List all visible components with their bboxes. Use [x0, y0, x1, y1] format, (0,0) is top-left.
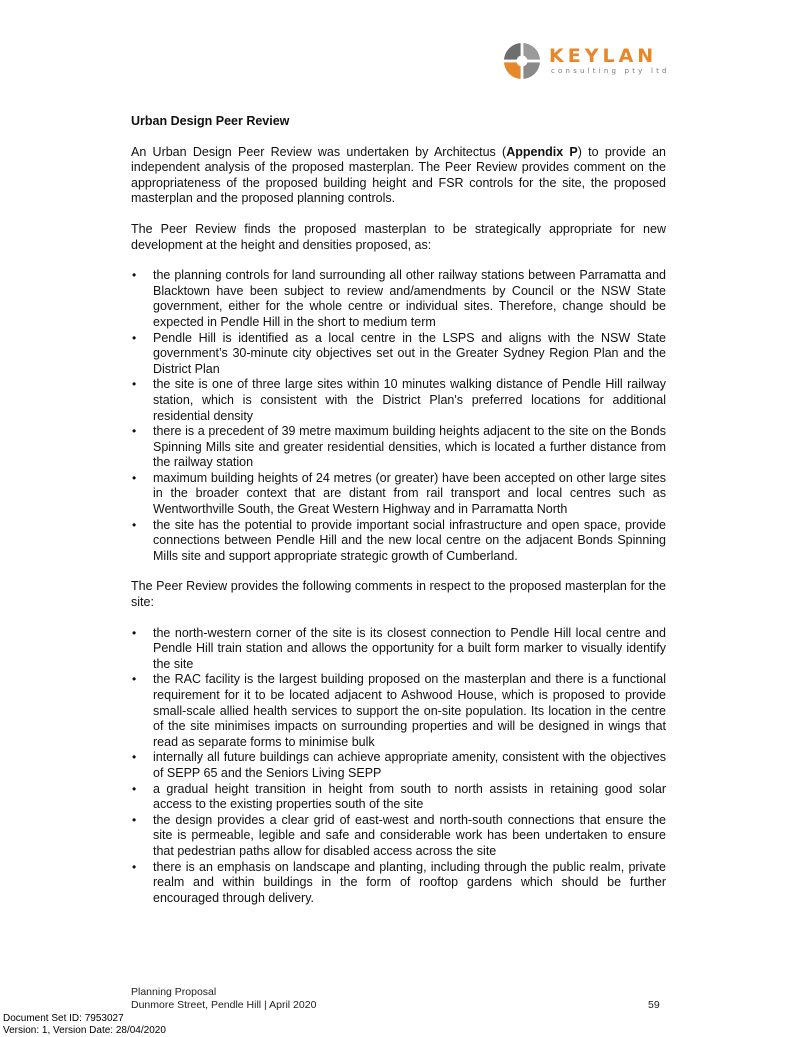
logo-tagline: consulting pty ltd: [551, 67, 670, 75]
findings-list: [131, 268, 666, 564]
footer-location-date: Dunmore Street, Pendle Hill | April 2020: [131, 999, 317, 1011]
logo-name: KEYLAN: [549, 45, 658, 67]
section-heading: Urban Design Peer Review: [131, 114, 290, 128]
list-item: • the RAC facility is the largest building proposed on the masterplan and there is a functional requirement for it to be located adjacent to Ashwood House, which is proposed to provide small-scale allied health services to support the on-site population. Its location in the centre of the site minimises impacts on surrounding properties and will be designed in wings that read as separate forms to minimise bulk: [131, 672, 666, 750]
footer-document-type: Planning Proposal: [131, 986, 217, 998]
list-item: • a gradual height transition in height from south to north assists in retaining good solar access to the existing properties south of the site: [131, 782, 666, 813]
list-item: • the site is one of three large sites within 10 minutes walking distance of Pendle Hill railway station, which is consistent with the District Plan's preferred locations for additional residential density: [131, 377, 666, 424]
list-item: • the design provides a clear grid of east-west and north-south connections that ensure the site is permeable, legible and safe and considerable work has been undertaken to ensure that pedestrian paths allow for disabled access across the site: [131, 813, 666, 860]
list-item: • the planning controls for land surrounding all other railway stations between Parramatta and Blacktown have been subject to review and/amendments by Council or the NSW State government, either for the whole centre or individual sites. Therefore, change should be expected in Pendle Hill in the short to medium term: [131, 268, 666, 330]
list-item: • there is a precedent of 39 metre maximum building heights adjacent to the site on the Bonds Spinning Mills site and greater residential densities, which is located a further distance from the railway station: [131, 424, 666, 471]
list-item: • Pendle Hill is identified as a local centre in the LSPS and aligns with the NSW State government’s 30-minute city objectives set out in the Greater Sydney Region Plan and the District Plan: [131, 331, 666, 378]
intro-text-after: ) to provide an independent analysis of the proposed masterplan. The Peer Review provides comment on the appropriateness of the proposed building height and FSR controls for the site, the proposed masterplan and the proposed planning controls.: [131, 144, 666, 206]
appendix-reference: Appendix P: [506, 144, 578, 159]
list-item: • maximum building heights of 24 metres (or greater) have been accepted on other large sites in the broader context that are distant from rail transport and local centres such as Wentworthville South, the Great Western Highway and in Parramatta North: [131, 471, 666, 518]
list-item: • the north-western corner of the site is its closest connection to Pendle Hill local centre and Pendle Hill train station and allows the opportunity for a built form marker to visually identify the site: [131, 626, 666, 673]
findings-lead-paragraph: The Peer Review finds the proposed masterplan to be strategically appropriate for new development at the height and densities proposed, as:: [131, 221, 666, 252]
list-item: • the site has the potential to provide important social infrastructure and open space, provide connections between Pendle Hill and the new local centre on the adjacent Bonds Spinning Mills site and support appropriate strategic growth of Cumberland.: [131, 518, 666, 565]
intro-paragraph: [131, 145, 666, 207]
keylan-logo: [503, 42, 673, 86]
list-item: • there is an emphasis on landscape and planting, including through the public realm, private realm and within buildings in the form of rooftop gardens which should be further encouraged through delivery.: [131, 860, 666, 907]
document-body: [131, 114, 666, 921]
comments-lead-paragraph: The Peer Review provides the following comments in respect to the proposed masterplan for the site:: [131, 579, 666, 610]
page-number: 59: [648, 999, 660, 1011]
comments-list: [131, 626, 666, 907]
keylan-logo-mark-icon: [503, 42, 541, 80]
document-set-id: Document Set ID: 7953027: [3, 1013, 124, 1024]
document-version: Version: 1, Version Date: 28/04/2020: [3, 1025, 166, 1036]
document-set-stamp: [3, 1013, 166, 1037]
intro-text-before: An Urban Design Peer Review was undertaken by Architectus (: [131, 144, 507, 159]
list-item: • internally all future buildings can achieve appropriate amenity, consistent with the objectives of SEPP 65 and the Seniors Living SEPP: [131, 750, 666, 781]
page-footer: [131, 986, 316, 1012]
